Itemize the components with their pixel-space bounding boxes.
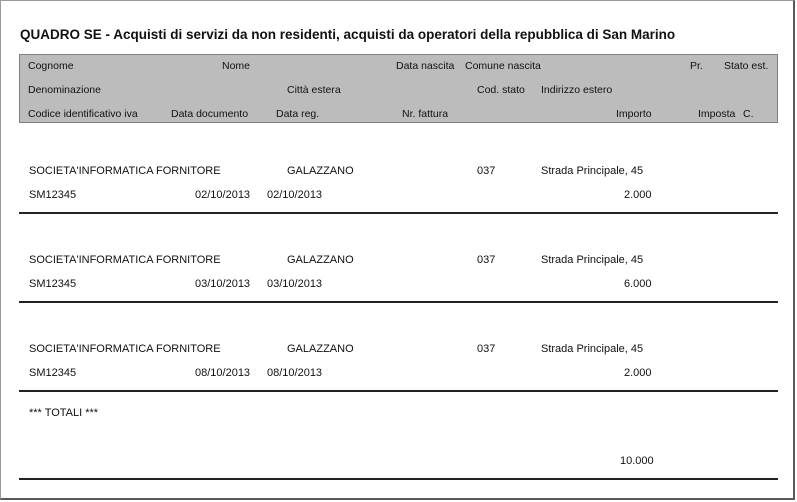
header-nome: Nome bbox=[222, 60, 251, 72]
record-data-reg: 03/10/2013 bbox=[267, 278, 323, 290]
record-indirizzo: Strada Principale, 45 bbox=[541, 254, 644, 266]
record-data-documento: 08/10/2013 bbox=[195, 367, 251, 379]
record-codice-iva: SM12345 bbox=[29, 367, 77, 379]
record-indirizzo: Strada Principale, 45 bbox=[541, 343, 644, 355]
record-citta: GALAZZANO bbox=[287, 343, 354, 355]
header-denominazione: Denominazione bbox=[28, 84, 101, 96]
record-data-documento: 02/10/2013 bbox=[195, 189, 251, 201]
header-cod-stato: Cod. stato bbox=[477, 84, 525, 96]
record-data-documento: 03/10/2013 bbox=[195, 278, 251, 290]
header-pr: Pr. bbox=[690, 60, 703, 72]
record-codice-iva: SM12345 bbox=[29, 278, 77, 290]
record-citta: GALAZZANO bbox=[287, 254, 354, 266]
record-data-reg: 02/10/2013 bbox=[267, 189, 323, 201]
totals-separator bbox=[19, 478, 778, 480]
record-denominazione: SOCIETA'INFORMATICA FORNITORE bbox=[29, 254, 221, 266]
record-data-reg: 08/10/2013 bbox=[267, 367, 323, 379]
record-denominazione: SOCIETA'INFORMATICA FORNITORE bbox=[29, 165, 221, 177]
record-separator bbox=[19, 390, 778, 392]
record-cod-stato: 037 bbox=[477, 254, 496, 266]
record-importo: 2.000 bbox=[624, 367, 652, 379]
header-importo: Importo bbox=[616, 108, 652, 120]
record-cod-stato: 037 bbox=[477, 343, 496, 355]
totals-label: *** TOTALI *** bbox=[29, 407, 99, 419]
header-citta-estera: Città estera bbox=[287, 84, 341, 96]
record-codice-iva: SM12345 bbox=[29, 189, 77, 201]
record-separator bbox=[19, 301, 778, 303]
header-stato-est: Stato est. bbox=[724, 60, 769, 72]
header-comune-nascita: Comune nascita bbox=[465, 60, 541, 72]
totals-importo: 10.000 bbox=[620, 455, 654, 467]
header-indirizzo-estero: Indirizzo estero bbox=[541, 84, 613, 96]
record-indirizzo: Strada Principale, 45 bbox=[541, 165, 644, 177]
record-denominazione: SOCIETA'INFORMATICA FORNITORE bbox=[29, 343, 221, 355]
header-data-nascita: Data nascita bbox=[396, 60, 455, 72]
record-importo: 6.000 bbox=[624, 278, 652, 290]
report-title: QUADRO SE - Acquisti di servizi da non residenti, acquisti da operatori della repubblica di San Marino bbox=[20, 27, 676, 42]
header-data-reg: Data reg. bbox=[276, 108, 320, 120]
header-cognome: Cognome bbox=[28, 60, 74, 72]
header-codice-iva: Codice identificativo iva bbox=[28, 108, 138, 120]
record-importo: 2.000 bbox=[624, 189, 652, 201]
record-separator bbox=[19, 212, 778, 214]
header-data-documento: Data documento bbox=[171, 108, 249, 120]
header-c: C. bbox=[743, 108, 754, 120]
header-imposta: Imposta bbox=[698, 108, 736, 120]
record-cod-stato: 037 bbox=[477, 165, 496, 177]
record-citta: GALAZZANO bbox=[287, 165, 354, 177]
header-nr-fattura: Nr. fattura bbox=[402, 108, 449, 120]
